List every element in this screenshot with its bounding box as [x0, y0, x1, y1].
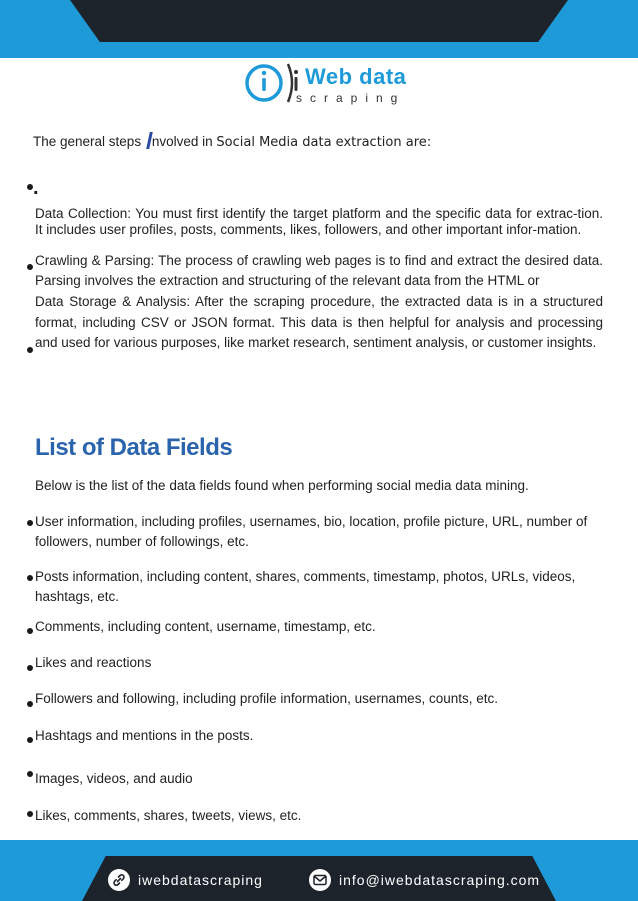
bullet	[27, 520, 33, 526]
footer-website-link[interactable]	[108, 868, 263, 892]
intro-part2: nvolved in	[151, 134, 213, 149]
list-item: Likes and reactions	[35, 655, 152, 670]
intro-part1: The general steps	[33, 134, 142, 149]
section-intro: Below is the list of the data fields found when performing social media data mining.	[35, 478, 529, 493]
section-title: List of Data Fields	[35, 434, 233, 461]
mail-icon	[309, 869, 331, 891]
intro-part3: Social Media data extraction are:	[216, 135, 432, 150]
footer-website-label: iwebdatascraping	[138, 872, 263, 888]
bullet	[27, 347, 33, 353]
list-item: Comments, including content, username, timestamp, etc.	[35, 619, 376, 634]
bullet	[27, 701, 33, 707]
list-item: Posts information, including content, shares, comments, timestamp, photos, URLs, videos, hashtags, etc.	[35, 569, 576, 604]
list-item: Images, videos, and audio	[35, 771, 193, 786]
bullet	[27, 737, 33, 743]
bullet	[27, 264, 33, 270]
list-item: Likes, comments, shares, tweets, views, etc.	[35, 808, 302, 823]
bullet	[27, 628, 33, 634]
bullet	[27, 811, 33, 817]
header-dark-band	[70, 0, 568, 42]
footer-email-label: info@iwebdatascraping.com	[339, 872, 541, 888]
logo-brand-sub: scraping	[296, 91, 406, 105]
stray-mark: .	[33, 177, 39, 199]
link-icon	[108, 869, 130, 891]
list-item: User information, including profiles, usernames, bio, location, profile picture, URL, number of followers, number of followings, etc.	[35, 514, 588, 549]
bullet	[27, 575, 33, 581]
bullet	[27, 771, 33, 777]
step-crawling-parsing: Crawling & Parsing: The process of crawling web pages is to find and extract the desired data. Parsing involves the extraction and structuring of the relevant data from the HTML or	[35, 253, 603, 288]
list-item: Followers and following, including profile information, usernames, counts, etc.	[35, 691, 498, 706]
footer-email-link[interactable]	[309, 868, 540, 892]
intro-line	[33, 132, 431, 150]
list-item: Hashtags and mentions in the posts.	[35, 728, 254, 743]
step-data-collection: Data Collection: You must first identify the target platform and the specific data for extrac-tion. It includes user profiles, posts, comments, likes, followers, and other important infor-mation.	[35, 206, 603, 237]
bullet	[27, 665, 33, 671]
logo-brand-main: Web data	[305, 64, 407, 89]
step-storage-analysis: Data Storage & Analysis: After the scraping procedure, the extracted data is in a structured format, including CSV or JSON format. This data is then helpful for analysis and processing and used for various purposes, like market research, sentiment analysis, or customer insights.	[35, 294, 603, 350]
